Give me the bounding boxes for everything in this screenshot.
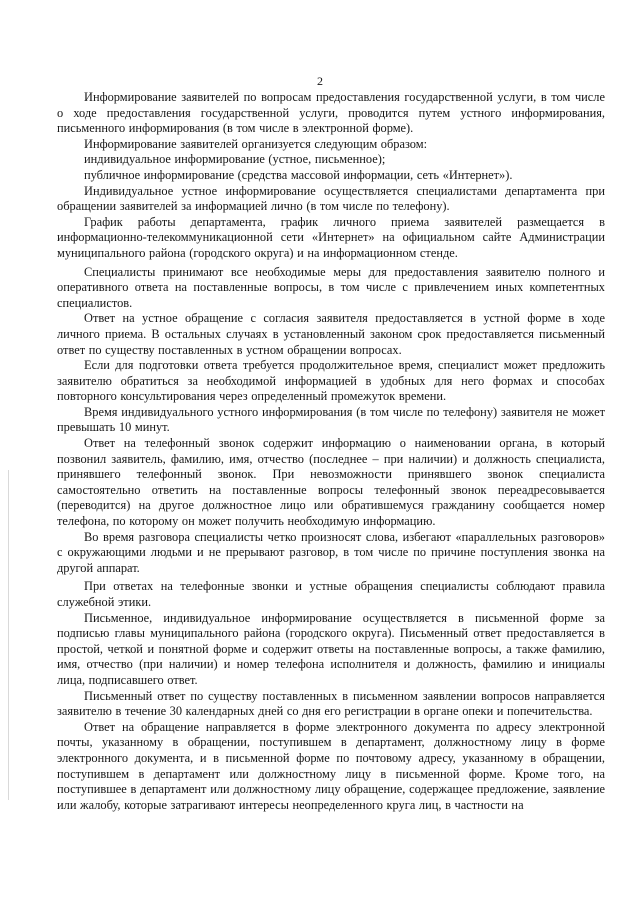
paragraph-oral-informing: Индивидуальное устное информирование осуществляется специалистами департамента при обращении заявителей за информацией лично (в том числе по телефону). — [57, 183, 605, 214]
paragraph-written-informing: Письменное, индивидуальное информирование осуществляется в письменной форме за подписью главы муниципального района (городского округа). Письменный ответ предоставляется в простой, четкой и понятной форме и содержит ответы на поставленные вопросы, а также фамилию, имя, отчество (при наличии) и номер телефона исполнителя и должность, фамилию и инициалы лица, подписавшего ответ. — [57, 610, 605, 687]
paragraph-time-limit: Время индивидуального устного информирования (в том числе по телефону) заявителя не может превышать 10 минут. — [57, 404, 605, 435]
paragraph-individual-informing: индивидуальное информирование (устное, письменное); — [84, 152, 386, 167]
paragraph-work-schedule: График работы департамента, график личного приема заявителей размещается в информационно-телекоммуникационной сети «Интернет» на официальном сайте Администрации муниципального района (городского округа) и на информационном стенде. — [57, 214, 605, 260]
scan-edge-line — [8, 470, 9, 800]
paragraph-preparation-time: Если для подготовки ответа требуется продолжительное время, специалист может предложить заявителю обратиться за необходимой информацией в удобных для него формах и способах повторного консультирования через определенный промежуток времени. — [57, 358, 605, 404]
paragraph-specialists-measures: Специалисты принимают все необходимые меры для предоставления заявителю полного и оперативного ответа на поставленные вопросы, в том числе с привлечением иных компетентных специалистов. — [57, 264, 605, 310]
paragraph-phone-call-answer: Ответ на телефонный звонок содержит информацию о наименовании органа, в который позвонил заявитель, фамилию, имя, отчество (последнее – при наличии) и должность специалиста, принявшего телефонный звонок. При невозможности принявшего звонок специалиста самостоятельно ответить на поставленные вопросы телефонный звонок переадресовывается (переводится) на другое должностное лицо или обратившемуся гражданину сообщается номер телефона, по которому он может получить необходимую информацию. — [57, 436, 605, 529]
document-body — [57, 90, 605, 813]
paragraph-informing-methods: Информирование заявителей по вопросам предоставления государственной услуги, в том числе о ходе предоставления государственной услуги, проводится путем устного информирования, письменного информирования (в том числе в электронной форме). — [57, 90, 605, 136]
paragraph-public-informing: публичное информирование (средства массовой информации, сеть «Интернет»). — [84, 167, 513, 182]
paragraph-service-ethics: При ответах на телефонные звонки и устные обращения специалисты соблюдают правила служебной этики. — [57, 579, 605, 609]
paragraph-informing-organization: Информирование заявителей организуется следующим образом: — [84, 136, 428, 151]
paragraph-written-answer-deadline: Письменный ответ по существу поставленных в письменном заявлении вопросов направляется заявителю в течение 30 календарных дней со дня его регистрации в органе опеки и попечительства. — [57, 688, 605, 719]
paragraph-oral-request-answer: Ответ на устное обращение с согласия заявителя предоставляется в устной форме в ходе личного приема. В остальных случаях в установленный законом срок предоставляется письменный ответ по существу поставленных в устном обращении вопросах. — [57, 311, 605, 357]
paragraph-conversation-rules: Во время разговора специалисты четко произносят слова, избегают «параллельных разговоров» с окружающими людьми и не прерывают разговор, в том числе по причине поступления звонка на другой аппарат. — [57, 529, 605, 575]
page-number: 2 — [317, 74, 323, 88]
paragraph-electronic-answer: Ответ на обращение направляется в форме электронного документа по адресу электронной почты, указанному в обращении, поступившем в департамент, должностному лицу в форме электронного документа, и в письменной форме по почтовому адресу, указанному в обращении, поступившем в департамент или должностному лицу в письменной форме. Кроме того, на поступившее в департамент или должностному лицу обращение, содержащее предложение, заявление или жалобу, которые затрагивают интересы неопределенного круга лиц, в частности на — [57, 719, 605, 812]
